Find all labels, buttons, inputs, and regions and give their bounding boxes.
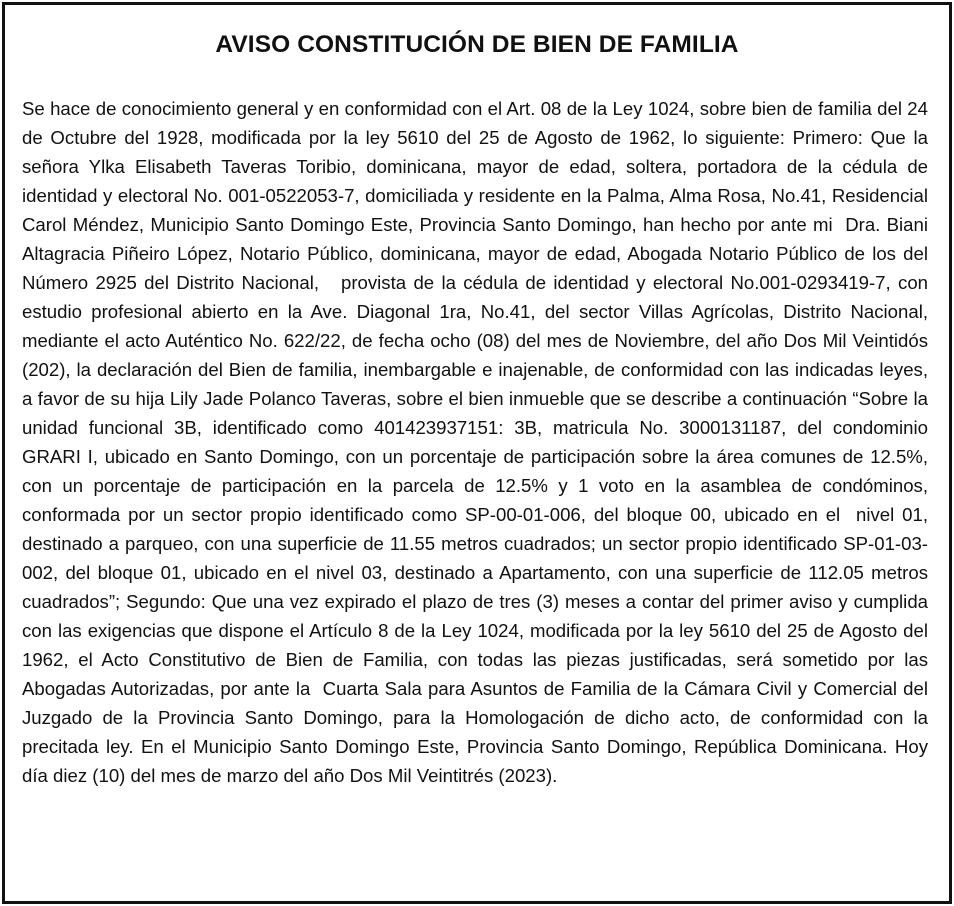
notice-body: Se hace de conocimiento general y en conformidad con el Art. 08 de la Ley 1024, sobre bien de familia del 24 de Octubre del 1928, modificada por la ley 5610 del 25 de Agosto de 1962, lo siguiente: Primero: Que la señora Ylka Elisabeth Taveras Toribio, dominicana, mayor de edad, soltera, portadora de la cédula de identidad y electoral No. 001-0522053-7, domiciliada y residente en la Palma, Alma Rosa, No.41, Residencial Carol Méndez, Municipio Santo Domingo Este, Provincia Santo Domingo, han hecho por ante mi Dra. Biani Altagracia Piñeiro López, Notario Público, dominicana, mayor de edad, Abogada Notario Público de los del Número 2925 del Distrito Nacional, provista de la cédula de identidad y electoral No.001-0293419-7, con estudio profesional abierto en la Ave. Diagonal 1ra, No.41, del sector Villas Agrícolas, Distrito Nacional, mediante el acto Auténtico No. 622/22, de fecha ocho (08) del mes de Noviembre, del año Dos Mil Veintidós (202), la declaración del Bien de familia, inembargable e inajenable, de conformidad con las indicadas leyes, a favor de su hija Lily Jade Polanco Taveras, sobre el bien inmueble que se describe a continuación “Sobre la unidad funcional 3B, identificado como 401423937151: 3B, matricula No. 3000131187, del condominio GRARI I, ubicado en Santo Domingo, con un porcentaje de participación sobre la área comunes de 12.5%, con un porcentaje de participación en la parcela de 12.5% y 1 voto en la asamblea de condóminos, conformada por un sector propio identificado como SP-00-01-006, del bloque 00, ubicado en el nivel 01, destinado a parqueo, con una superficie de 11.55 metros cuadrados; un sector propio identificado SP-01-03-002, del bloque 01, ubicado en el nivel 03, destinado a Apartamento, con una superficie de 112.05 metros cuadrados”; Segundo: Que una vez expirado el plazo de tres (3) meses a contar del primer aviso y cumplida con las exigencias que dispone el Artículo 8 de la Ley 1024, modificada por la ley 5610 del 25 de Agosto del 1962, el Acto Constitutivo de Bien de Familia, con todas las piezas justificadas, será sometido por las Abogadas Autorizadas, por ante la Cuarta Sala para Asuntos de Familia de la Cámara Civil y Comercial del Juzgado de la Provincia Santo Domingo, para la Homologación de dicho acto, de conformidad con la precitada ley. En el Municipio Santo Domingo Este, Provincia Santo Domingo, República Dominicana. Hoy día diez (10) del mes de marzo del año Dos Mil Veintitrés (2023). xyxy=(22,98,934,786)
notice-title: AVISO CONSTITUCIÓN DE BIEN DE FAMILIA xyxy=(215,31,739,58)
notice-frame xyxy=(2,2,952,904)
